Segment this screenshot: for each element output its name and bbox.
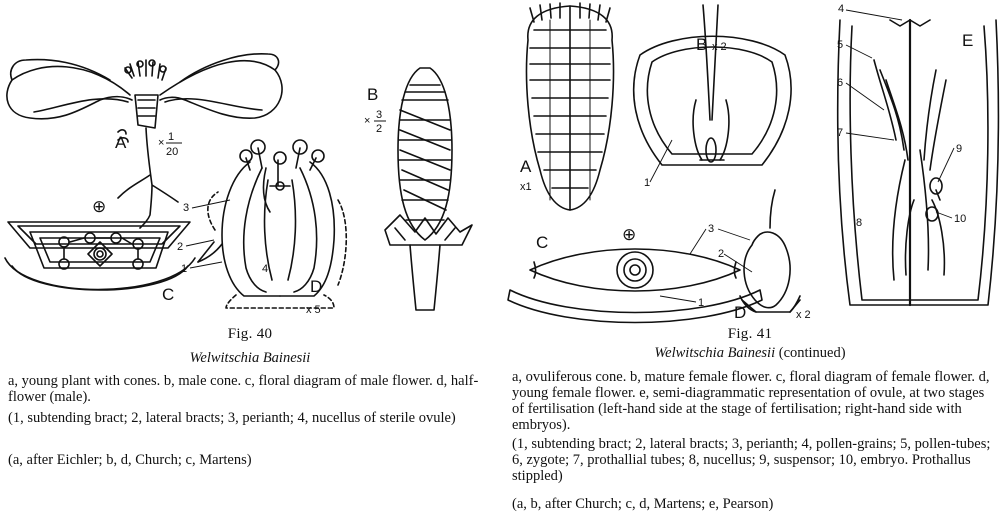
ovule-semi-diagram [838,20,999,305]
figure-41-key: (1, subtending bract; 2, lateral bracts; 3, perianth; 4, pollen-grains; 5, pollen-tubes; 6, zygote; 7, prothallial tubes; 8, nucellus; 9, suspensor; 10, embryo. Prothallus stippled) [512,436,991,484]
label-n2: 2 [177,241,184,253]
label-n4: 4 [262,263,269,275]
figure-41-continued: (continued) [778,345,846,361]
label-a: A [115,133,127,152]
label-axis: ⊕ [92,197,107,216]
label-a-scale: x1 [520,181,532,193]
label-c: C [536,233,549,252]
label-e: E [962,31,974,50]
label-n9: 9 [956,143,963,155]
figure-41-caption: a, ovuliferous cone. b, mature female flower. c, floral diagram of female flower. d, young female flower. e, semi-diagrammatic representation of ovule, at two stages of fertilisation (left-hand side at the stage of fertilisation; right-hand side with embryos). [512,369,990,433]
figure-41-credits: (a, b, after Church; c, d, Martens; e, Pearson) [512,496,774,512]
male-cone-drawing [385,68,472,310]
label-n10: 10 [954,213,967,225]
figure-41 [500,0,1000,524]
label-n5: 5 [837,39,844,51]
label-b-scale-x: × [364,115,371,127]
label-n6: 6 [837,77,844,89]
label-n1: 1 [181,263,188,275]
young-female-flower [740,190,800,312]
figure-40-key: (1, subtending bract; 2, lateral bracts; 3, perianth; 4, nucellus of sterile ovule) [8,410,456,426]
label-n8: 8 [856,217,863,229]
figure-40-caption: a, young plant with cones. b, male cone. c, floral diagram of male flower. d, half-flower (male). [8,373,479,405]
label-c: C [162,285,175,304]
label-b-scale: x 2 [712,41,727,53]
label-d-scale: x 5 [306,304,321,316]
label-axis: ⊕ [622,225,637,244]
label-b-scale-num: 3 [376,109,383,121]
label-n7: 7 [837,127,844,139]
label-b: B [367,85,379,104]
figure-41-title: Fig. 41 [727,326,773,342]
label-a-scale-x: × [158,137,165,149]
label-n1-b: 1 [644,177,651,189]
floral-diagram-male [5,222,195,290]
mature-female-flower [634,5,791,165]
label-d: D [734,303,747,322]
ovuliferous-cone-drawing [527,3,614,210]
label-n3: 3 [183,202,190,214]
label-n2: 2 [718,248,725,260]
figure-40-credits: (a, after Eichler; b, d, Church; c, Martens) [8,452,252,468]
plant-drawing [7,54,282,228]
label-d: D [310,277,323,296]
figure-40-title: Fig. 40 [227,326,273,342]
figure-41-species: Welwitschia Bainesii [654,345,776,361]
label-n4: 4 [838,3,845,15]
label-n1-c: 1 [698,297,705,309]
label-a-scale-den: 20 [166,146,179,158]
figure-40-illustration [0,0,500,330]
figure-40-species: Welwitschia Bainesii [189,350,311,366]
label-b-scale-den: 2 [376,123,383,135]
label-a-scale-num: 1 [168,131,175,143]
half-flower-male [198,140,346,308]
label-d-scale: x 2 [796,309,811,321]
label-n3: 3 [708,223,715,235]
figure-41-subtitle [500,345,1000,362]
label-a: A [520,157,532,176]
floral-diagram-female [508,249,762,323]
figure-41-illustration [500,0,1000,330]
label-b: B [696,35,708,54]
